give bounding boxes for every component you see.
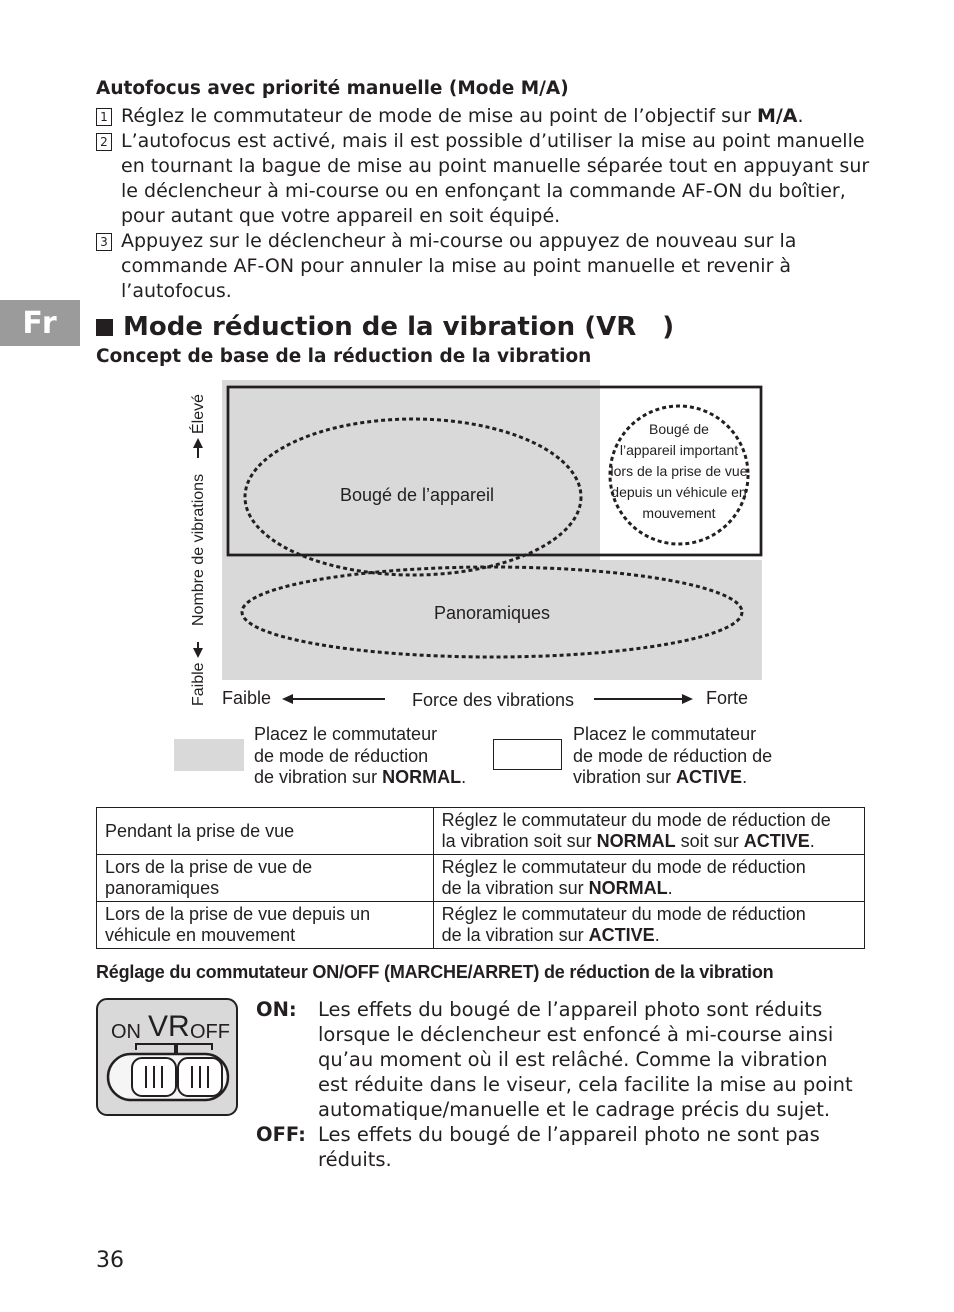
camera-shake-label: Bougé de l’appareil [339, 485, 495, 505]
onoff-definitions [256, 997, 856, 1172]
definition-on [256, 997, 856, 1122]
step-number: 1 [96, 108, 112, 126]
situation-line-1: Lors de la prise de vue depuis un [105, 904, 371, 924]
page-number: 36 [96, 1248, 124, 1273]
concept-heading: Concept de base de la réduction de la vibration [96, 346, 592, 367]
y-axis-low-label: Faible [190, 662, 207, 706]
table-cell-setting [433, 808, 864, 855]
table-cell-situation [97, 855, 434, 902]
table-cell-setting [433, 855, 864, 902]
y-axis [188, 394, 207, 706]
step-text: L’autofocus est activé, mais il est possible d’utiliser la mise au point manuelle en tournant la bague de mise au point manuelle séparée tout en appuyant sur le déclencheur à mi-course ou en enfonçant la commande AF-ON du boîtier, pour autant que votre appareil en soit équipé. [121, 130, 870, 227]
legend-normal-line-2: de mode de réduction [254, 745, 429, 766]
switch-vr-label: VR [148, 1010, 190, 1043]
vehicle-line-5: mouvement [642, 505, 716, 521]
legend-active-line-2: de mode de réduction de [573, 745, 773, 766]
vehicle-line-4: depuis un véhicule en [611, 484, 747, 500]
legend-normal-text [254, 724, 466, 789]
step-text: Réglez le commutateur de mode de mise au point de l’objectif sur M/A. [121, 105, 804, 127]
x-axis-low-label: Faible [222, 688, 272, 708]
y-axis-high-label: Élevé [190, 393, 207, 434]
legend-normal-swatch [174, 739, 244, 771]
y-arrow-right-icon [193, 438, 203, 448]
setting-line-2: de la vibration sur ACTIVE. [441, 925, 660, 945]
legend-active-line-1: Placez le commutateur [573, 724, 757, 744]
switch-off-label: OFF [190, 1021, 230, 1043]
situation-line-2: véhicule en mouvement [105, 925, 296, 945]
definition-off [256, 1122, 856, 1172]
legend-active-text [573, 724, 772, 789]
definition-desc: Les effets du bougé de l’appareil photo ne sont pas réduits. [318, 1123, 820, 1171]
x-axis [222, 688, 748, 710]
section-square-icon [96, 319, 113, 336]
definition-term: OFF: [256, 1123, 306, 1146]
switch-on-label: ON [111, 1021, 141, 1043]
step-3 [96, 229, 871, 304]
step-number: 3 [96, 233, 112, 251]
vehicle-line-3: lors de la prise de vue [610, 463, 748, 479]
vehicle-line-1: Bougé de [649, 421, 709, 437]
table-row [97, 808, 865, 855]
vr-switch-illustration [96, 998, 240, 1118]
vr-section-title [96, 312, 674, 342]
autofocus-heading: Autofocus avec priorité manuelle (Mode M/A) [96, 78, 569, 99]
legend-active-swatch [493, 739, 562, 770]
step-2 [96, 129, 871, 229]
table-row [97, 902, 865, 949]
autofocus-steps [96, 104, 871, 304]
situation-line-1: Lors de la prise de vue de [105, 857, 313, 877]
setting-line-1: Réglez le commutateur du mode de réduction de [441, 810, 831, 830]
legend-active-line-3: vibration sur ACTIVE. [573, 767, 748, 787]
setting-line-2: de la vibration sur NORMAL. [441, 878, 673, 898]
step-1 [96, 104, 871, 129]
vr-mode-table [96, 807, 865, 949]
x-axis-mid-label: Force des vibrations [411, 690, 575, 710]
onoff-heading: Réglage du commutateur ON/OFF (MARCHE/ARRET) de réduction de la vibration [96, 962, 774, 982]
situation-line-2: panoramiques [105, 878, 220, 898]
setting-line-2: la vibration soit sur NORMAL soit sur ACTIVE. [441, 831, 815, 851]
setting-line-1: Réglez le commutateur du mode de réduction [441, 857, 806, 877]
table-cell-setting [433, 902, 864, 949]
language-tab: Fr [0, 300, 80, 346]
table-row [97, 855, 865, 902]
vr-title-text: Mode réduction de la vibration (VR [123, 312, 637, 342]
x-axis-high-label: Forte [706, 688, 749, 708]
definition-term: ON: [256, 998, 297, 1021]
setting-line-1: Réglez le commutateur du mode de réduction [441, 904, 806, 924]
x-arrow-right-icon [682, 694, 693, 704]
y-axis-mid-label: Nombre de vibrations [190, 473, 207, 626]
legend-normal-line-1: Placez le commutateur [254, 724, 438, 744]
table-cell-situation: Pendant la prise de vue [97, 808, 434, 855]
step-text: Appuyez sur le déclencheur à mi-course ou appuyez de nouveau sur la commande AF-ON pour annuler la mise au point manuelle et revenir à l’autofocus. [121, 230, 797, 302]
table-cell-situation [97, 902, 434, 949]
panning-label: Panoramiques [433, 603, 551, 623]
step-number: 2 [96, 133, 112, 151]
legend-normal-line-3: de vibration sur NORMAL. [254, 767, 467, 787]
vehicle-line-2: l’appareil important [619, 442, 739, 458]
vr-title-end: ) [662, 312, 675, 342]
definition-desc: Les effets du bougé de l’appareil photo sont réduits lorsque le déclencheur est enfoncé à mi-course ainsi qu’au moment où il est relâché. Comme la vibration est réduite dans le viseur, cela facilite la mise au point automatique/manuelle et le cadrage précis du sujet. [318, 998, 853, 1121]
